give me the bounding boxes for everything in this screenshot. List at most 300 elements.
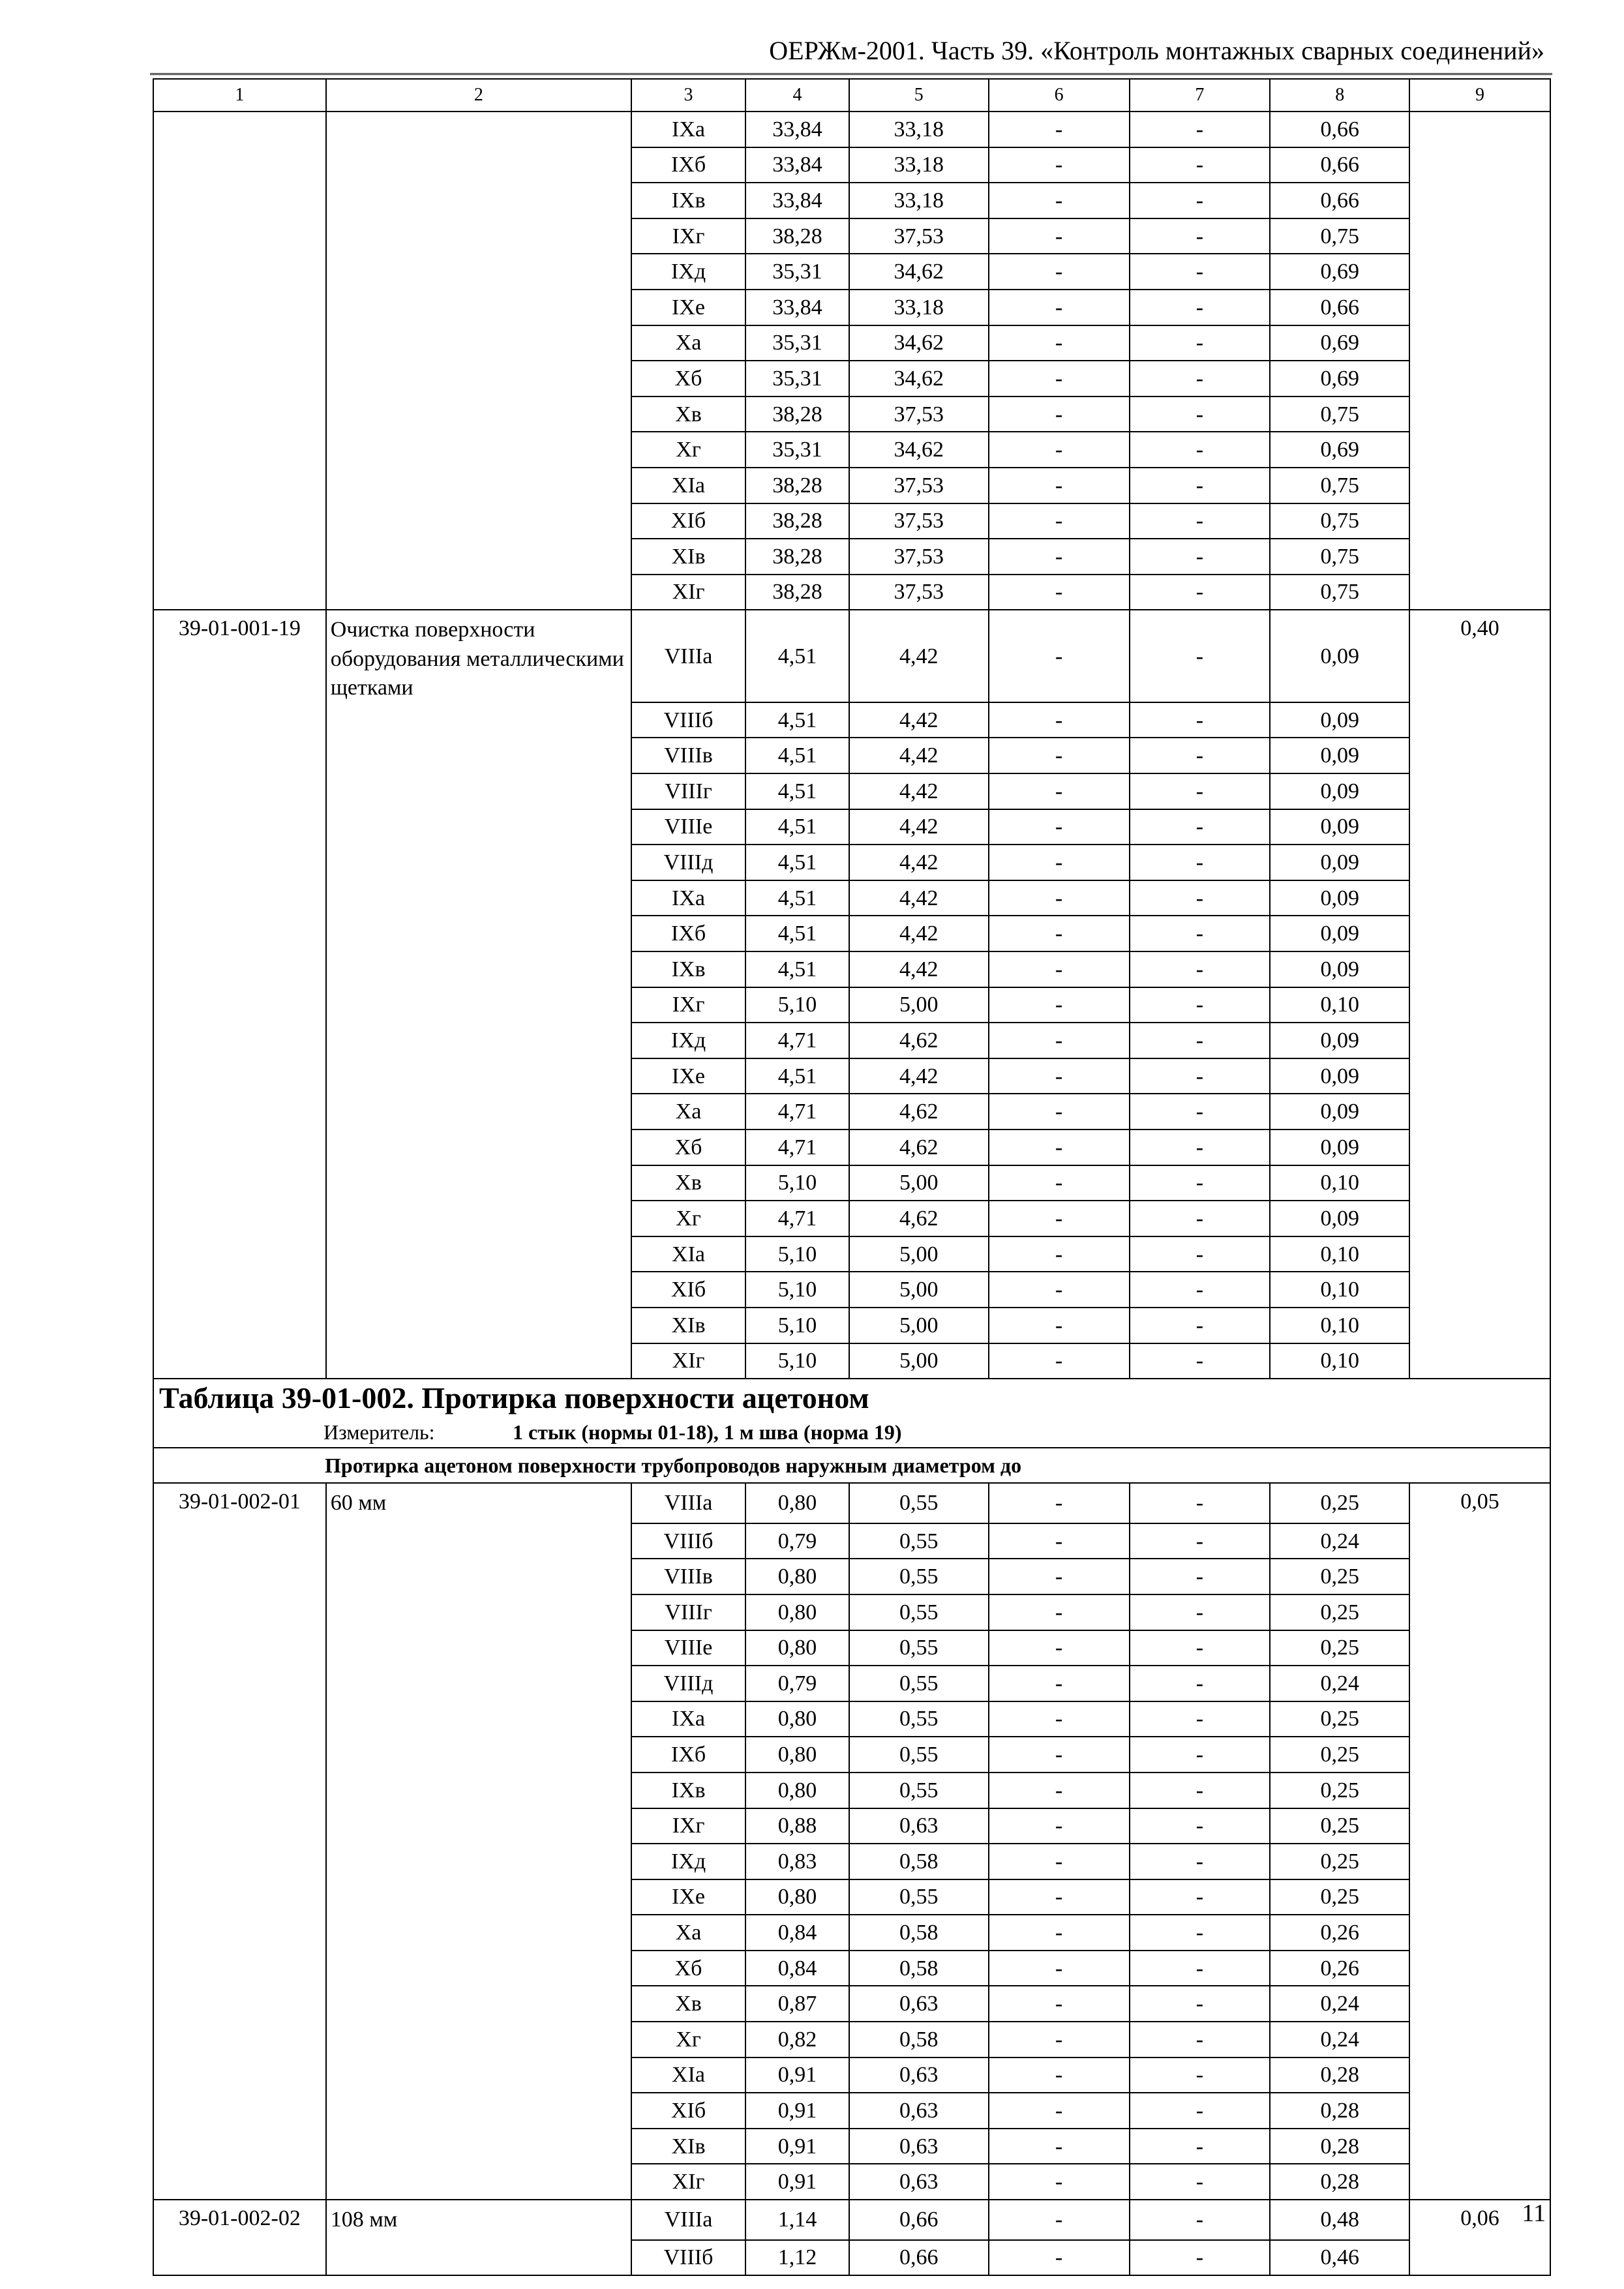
value-cell: VIIIд [631,845,745,880]
value-cell: 0,66 [1270,290,1409,325]
price-cell [1409,396,1550,432]
price-cell [1409,1236,1550,1272]
value-cell: 0,63 [849,1808,989,1844]
price-cell [1409,1986,1550,2022]
value-cell: - [989,468,1130,503]
value-cell: IXб [631,1737,745,1773]
value-cell: 4,51 [745,916,849,951]
value-cell: - [1130,112,1271,147]
value-cell: - [989,2240,1130,2276]
value-cell: - [1130,738,1271,773]
table-row [153,325,1550,361]
table-row [153,1523,1550,1559]
value-cell: IXа [631,1701,745,1737]
table-row [153,290,1550,325]
unit-value: 1 стык (нормы 01-18), 1 м шва (норма 19) [513,1420,902,1444]
value-cell: 34,62 [849,325,989,361]
running-header: ОЕРЖм-2001. Часть 39. «Контроль монтажных сварных соединений» [769,36,1544,65]
table-row [153,468,1550,503]
value-cell: 0,10 [1270,1236,1409,1272]
price-cell [1409,1951,1550,1986]
value-cell: 0,55 [849,1879,989,1915]
value-cell: - [1130,2022,1271,2057]
value-cell: - [989,147,1130,183]
code-cell [153,290,326,325]
value-cell: 0,09 [1270,1094,1409,1130]
name-cell [326,1630,631,1666]
value-cell: VIIIб [631,2240,745,2276]
value-cell: Xа [631,325,745,361]
value-cell: IXг [631,987,745,1023]
value-cell: - [989,539,1130,575]
value-cell: 37,53 [849,575,989,610]
price-cell [1409,1773,1550,1808]
value-cell: 5,10 [745,1308,849,1343]
price-cell [1409,432,1550,468]
value-cell: 38,28 [745,396,849,432]
name-cell [326,1773,631,1808]
value-cell: - [1130,773,1271,809]
item-price: 0,05 [1409,1483,1550,1523]
table-row [153,1808,1550,1844]
code-cell [153,1737,326,1773]
table-row [153,1630,1550,1666]
value-cell: VIIIб [631,702,745,738]
table-row [153,432,1550,468]
value-cell: VIIIв [631,1559,745,1594]
value-cell: 0,24 [1270,1986,1409,2022]
value-cell: XIа [631,1236,745,1272]
table-row [153,1773,1550,1808]
value-cell: XIг [631,2164,745,2200]
value-cell: - [989,1308,1130,1343]
value-cell: IXб [631,916,745,951]
name-cell [326,1808,631,1844]
table-row [153,880,1550,916]
value-cell: 4,42 [849,702,989,738]
price-cell [1409,1094,1550,1130]
price-cell [1409,1701,1550,1737]
value-cell: 0,87 [745,1986,849,2022]
table-title: Таблица 39-01-002. Протирка поверхности ацетоном [153,1379,1550,1417]
value-cell: Xв [631,1165,745,1201]
value-cell: - [1130,1165,1271,1201]
name-cell [326,1308,631,1343]
value-cell: Xб [631,361,745,396]
value-cell: 35,31 [745,361,849,396]
value-cell: 0,75 [1270,503,1409,539]
value-cell: 0,55 [849,1630,989,1666]
value-cell: 33,18 [849,112,989,147]
value-cell: - [1130,1483,1271,1523]
value-cell: 0,25 [1270,1879,1409,1915]
value-cell: 4,71 [745,1130,849,1165]
code-cell [153,2057,326,2093]
value-cell: 0,75 [1270,539,1409,575]
price-cell [1409,1808,1550,1844]
value-cell: - [989,254,1130,290]
value-cell: 0,69 [1270,254,1409,290]
name-cell [326,880,631,916]
value-cell: 33,18 [849,147,989,183]
name-cell [326,183,631,218]
code-cell [153,1343,326,1379]
value-cell: - [1130,1201,1271,1236]
value-cell: 4,42 [849,951,989,987]
price-cell [1409,2022,1550,2057]
value-cell: 0,55 [849,1559,989,1594]
price-cell [1409,1130,1550,1165]
code-cell [153,845,326,880]
value-cell: - [989,951,1130,987]
value-cell: 0,80 [745,1879,849,1915]
name-cell [326,1594,631,1630]
value-cell: 5,10 [745,1343,849,1379]
column-number: 2 [326,79,631,112]
value-cell: 4,51 [745,809,849,845]
value-cell: 4,42 [849,1058,989,1094]
price-cell [1409,2129,1550,2164]
name-cell [326,396,631,432]
value-cell: 5,00 [849,987,989,1023]
price-cell [1409,539,1550,575]
value-cell: - [1130,396,1271,432]
value-cell: - [989,2164,1130,2200]
name-cell [326,503,631,539]
table-row [153,2200,1550,2240]
value-cell: - [989,916,1130,951]
value-cell: Xб [631,1130,745,1165]
value-cell: - [1130,1094,1271,1130]
code-cell [153,218,326,254]
value-cell: VIIIе [631,809,745,845]
item-price: 0,06 [1409,2200,1550,2240]
name-cell [326,773,631,809]
value-cell: 0,09 [1270,951,1409,987]
value-cell: - [1130,290,1271,325]
price-cell [1409,916,1550,951]
table-row [153,2129,1550,2164]
column-number: 3 [631,79,745,112]
name-cell [326,1879,631,1915]
value-cell: 35,31 [745,325,849,361]
value-cell: 0,63 [849,2129,989,2164]
name-cell [326,432,631,468]
price-cell [1409,880,1550,916]
value-cell: 0,84 [745,1915,849,1951]
name-cell [326,987,631,1023]
value-cell: 4,42 [849,916,989,951]
name-cell [326,1201,631,1236]
value-cell: - [1130,1023,1271,1058]
value-cell: 4,42 [849,845,989,880]
value-cell: 0,91 [745,2057,849,2093]
value-cell: - [989,112,1130,147]
name-cell [326,1986,631,2022]
value-cell: 0,25 [1270,1701,1409,1737]
value-cell: 4,62 [849,1023,989,1058]
value-cell: - [989,1165,1130,1201]
value-cell: 0,80 [745,1737,849,1773]
price-cell [1409,1058,1550,1094]
price-cell [1409,1272,1550,1308]
price-cell [1409,468,1550,503]
price-cell [1409,361,1550,396]
price-cell [1409,2164,1550,2200]
value-cell: 38,28 [745,468,849,503]
name-cell [326,2022,631,2057]
name-cell [326,539,631,575]
value-cell: - [1130,1130,1271,1165]
code-cell [153,396,326,432]
value-cell: 0,10 [1270,1272,1409,1308]
value-cell: 0,69 [1270,432,1409,468]
value-cell: - [989,396,1130,432]
value-cell: VIIIа [631,1483,745,1523]
value-cell: VIIIд [631,1666,745,1701]
code-cell [153,1879,326,1915]
value-cell: 0,24 [1270,1666,1409,1701]
price-cell [1409,738,1550,773]
value-cell: - [989,1483,1130,1523]
name-cell [326,1272,631,1308]
value-cell: 0,80 [745,1559,849,1594]
table-row [153,1272,1550,1308]
value-cell: 0,66 [849,2240,989,2276]
value-cell: 0,09 [1270,916,1409,951]
value-cell: VIIIг [631,1594,745,1630]
value-cell: 0,24 [1270,2022,1409,2057]
item-code: 39-01-002-01 [153,1483,326,1523]
value-cell: - [1130,147,1271,183]
value-cell: 0,09 [1270,809,1409,845]
value-cell: XIб [631,2093,745,2129]
value-cell: - [989,1630,1130,1666]
value-cell: 0,25 [1270,1844,1409,1879]
name-cell [326,468,631,503]
value-cell: IXа [631,112,745,147]
price-cell [1409,1630,1550,1666]
table-row [153,738,1550,773]
table-row [153,2240,1550,2276]
code-cell [153,1666,326,1701]
value-cell: 0,80 [745,1630,849,1666]
value-cell: 4,51 [745,738,849,773]
value-cell: - [989,2057,1130,2093]
item-name: Очистка поверхности оборудования металлическими щетками [326,610,631,702]
table-row [153,396,1550,432]
value-cell: 0,25 [1270,1559,1409,1594]
value-cell: - [1130,1701,1271,1737]
value-cell: 4,51 [745,880,849,916]
price-cell [1409,1559,1550,1594]
code-cell [153,361,326,396]
table-row [153,1951,1550,1986]
value-cell: IXд [631,1844,745,1879]
column-number: 6 [989,79,1130,112]
value-cell: 5,10 [745,987,849,1023]
item-name: 60 мм [326,1483,631,1523]
name-cell [326,1165,631,1201]
value-cell: - [1130,254,1271,290]
group-title: Протирка ацетоном поверхности трубопроводов наружным диаметром до [153,1448,1550,1483]
value-cell: 0,63 [849,2164,989,2200]
value-cell: - [989,1058,1130,1094]
value-cell: 0,10 [1270,1343,1409,1379]
value-cell: - [1130,1308,1271,1343]
value-cell: 5,10 [745,1272,849,1308]
rates-table [153,78,1551,2276]
item-code: 39-01-002-02 [153,2200,326,2240]
name-cell [326,2240,631,2276]
value-cell: 4,51 [745,1058,849,1094]
value-cell: XIб [631,1272,745,1308]
value-cell: XIв [631,539,745,575]
column-number: 1 [153,79,326,112]
value-cell: 0,10 [1270,1308,1409,1343]
name-cell [326,1023,631,1058]
value-cell: 0,80 [745,1483,849,1523]
price-cell [1409,1844,1550,1879]
value-cell: 0,91 [745,2164,849,2200]
value-cell: 4,71 [745,1023,849,1058]
table-row [153,147,1550,183]
item-name: 108 мм [326,2200,631,2240]
value-cell: - [1130,1343,1271,1379]
value-cell: 38,28 [745,539,849,575]
value-cell: - [1130,2057,1271,2093]
code-cell [153,2164,326,2200]
value-cell: 0,80 [745,1594,849,1630]
value-cell: 0,84 [745,1951,849,1986]
value-cell: - [1130,1915,1271,1951]
value-cell: - [1130,916,1271,951]
value-cell: 38,28 [745,575,849,610]
table-row [153,2057,1550,2093]
table-row [153,1915,1550,1951]
value-cell: - [989,1023,1130,1058]
value-cell: - [989,1879,1130,1915]
value-cell: - [989,773,1130,809]
value-cell: 35,31 [745,432,849,468]
value-cell: - [989,325,1130,361]
table-row [153,1165,1550,1201]
value-cell: - [1130,2129,1271,2164]
name-cell [326,951,631,987]
name-cell [326,325,631,361]
value-cell: - [1130,361,1271,396]
code-cell [153,1773,326,1808]
value-cell: 0,28 [1270,2057,1409,2093]
value-cell: - [989,1236,1130,1272]
price-cell [1409,254,1550,290]
table-row [153,218,1550,254]
code-cell [153,1023,326,1058]
value-cell: - [1130,2093,1271,2129]
value-cell: - [1130,2200,1271,2240]
price-cell [1409,1594,1550,1630]
price-cell [1409,147,1550,183]
value-cell: 0,28 [1270,2164,1409,2200]
code-cell [153,1808,326,1844]
value-cell: 35,31 [745,254,849,290]
code-cell [153,1165,326,1201]
price-cell [1409,503,1550,539]
price-cell [1409,1523,1550,1559]
value-cell: - [989,2093,1130,2129]
value-cell: - [989,1915,1130,1951]
value-cell: 0,55 [849,1737,989,1773]
table-row [153,1130,1550,1165]
value-cell: 0,25 [1270,1630,1409,1666]
table-row [153,1594,1550,1630]
value-cell: - [1130,987,1271,1023]
value-cell: IXе [631,290,745,325]
value-cell: - [1130,1272,1271,1308]
table-row [153,1483,1550,1523]
value-cell: 4,51 [745,610,849,702]
value-cell: - [989,1951,1130,1986]
value-cell: VIIIг [631,773,745,809]
code-cell [153,1915,326,1951]
code-cell [153,1594,326,1630]
price-cell [1409,1165,1550,1201]
code-cell [153,1058,326,1094]
code-cell [153,575,326,610]
name-cell [326,2057,631,2093]
value-cell: IXб [631,147,745,183]
value-cell: - [989,290,1130,325]
value-cell: 0,25 [1270,1808,1409,1844]
table-row [153,1986,1550,2022]
column-number: 7 [1130,79,1271,112]
code-cell [153,503,326,539]
value-cell: 0,55 [849,1523,989,1559]
value-cell: Xб [631,1951,745,1986]
column-number-row [153,79,1550,112]
table-row [153,1559,1550,1594]
table-title-row [153,1379,1550,1417]
unit-label: Измеритель: [323,1420,435,1444]
value-cell: - [1130,1666,1271,1701]
value-cell: - [989,1201,1130,1236]
code-cell [153,468,326,503]
value-cell: 0,55 [849,1594,989,1630]
value-cell: VIIIе [631,1630,745,1666]
code-cell [153,147,326,183]
value-cell: IXд [631,254,745,290]
value-cell: 33,84 [745,147,849,183]
value-cell: 1,14 [745,2200,849,2240]
table-row [153,1236,1550,1272]
value-cell: - [1130,503,1271,539]
value-cell: - [1130,702,1271,738]
value-cell: - [1130,1879,1271,1915]
item-code: 39-01-001-19 [153,610,326,702]
value-cell: 5,00 [849,1308,989,1343]
value-cell: 0,09 [1270,880,1409,916]
price-cell [1409,702,1550,738]
value-cell: - [1130,1523,1271,1559]
price-cell [1409,1308,1550,1343]
price-cell [1409,1023,1550,1058]
price-cell [1409,290,1550,325]
value-cell: 0,91 [745,2093,849,2129]
code-cell [153,1523,326,1559]
value-cell: 0,26 [1270,1915,1409,1951]
code-cell [153,539,326,575]
column-number: 4 [745,79,849,112]
